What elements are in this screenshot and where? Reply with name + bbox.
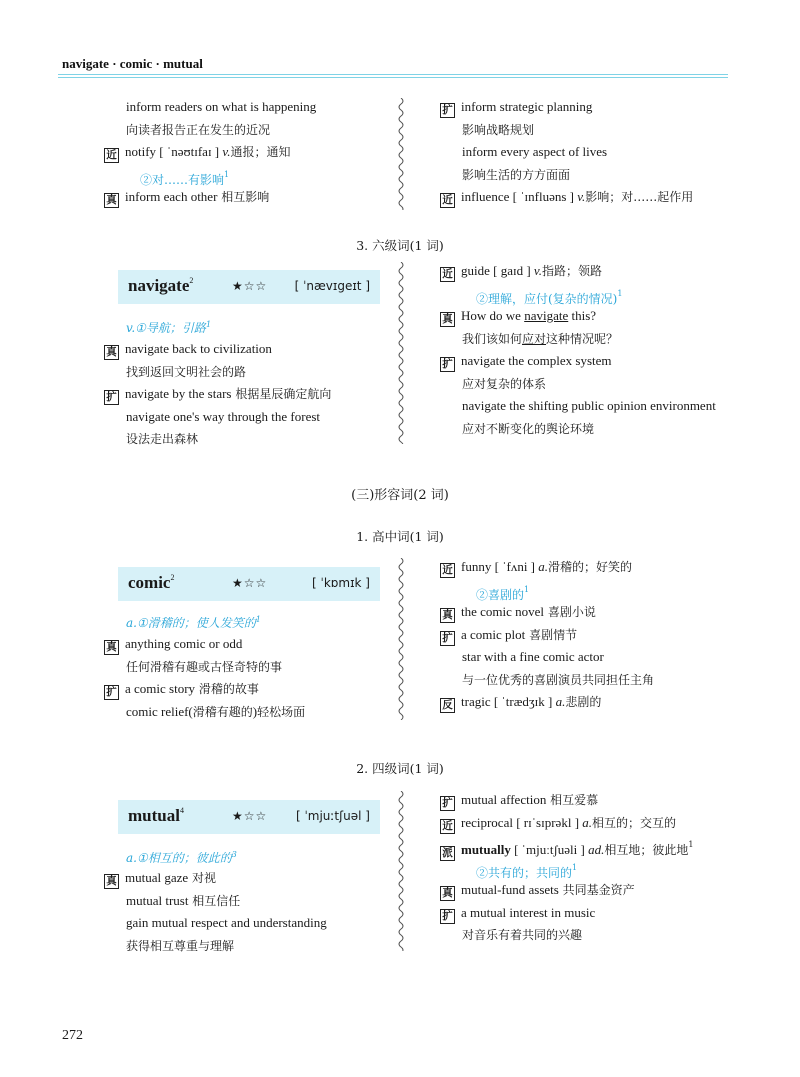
chinese-text: 喜剧小说 <box>544 605 596 619</box>
chinese-text: 应对不断变化的舆论环境 <box>462 421 595 436</box>
english-text: star with a fine comic actor <box>462 649 604 664</box>
english-text: inform readers on what is happening <box>126 99 317 114</box>
mutual-headword-box <box>118 800 380 834</box>
chinese-text: 向读者报告正在发生的近况 <box>126 122 271 137</box>
english-text: navigate back to civilization <box>125 341 272 356</box>
english-text: inform strategic planning <box>461 99 593 114</box>
english-text: the comic novel <box>461 604 545 619</box>
english-text: navigate the shifting public opinion environment <box>462 398 716 413</box>
english-text: inform each other <box>125 189 218 204</box>
heading-cet6: 3. 六级词(1 词) <box>356 238 444 253</box>
chinese-text: 滑稽的；好笑的 <box>548 560 633 574</box>
comic-sense1: a.①滑稽的；使人发笑的$^1$ <box>126 615 261 630</box>
entry-line <box>440 307 596 327</box>
english-text: notify [ ˈnəʊtɪfaɪ ] <box>125 144 223 159</box>
comic-headword: comic$^2$ <box>128 573 175 592</box>
divider-mutual <box>397 791 405 951</box>
part-of-speech: ad. <box>588 842 605 857</box>
entry-line <box>104 363 246 381</box>
entry-tag: 真 <box>104 193 119 208</box>
sense-label: ②喜剧的 <box>476 587 525 602</box>
english-text: anything comic or odd <box>125 636 243 651</box>
chinese-text: 相互地；彼此地 <box>604 843 689 857</box>
chinese-text: 滑稽有趣的 <box>192 704 253 719</box>
chinese-text: 相互信任 <box>188 893 241 908</box>
navigate-ipa: [ ˈnævɪgeɪt ] <box>294 279 370 293</box>
english-text: ) <box>252 703 258 719</box>
entry-line <box>440 166 570 184</box>
entry-tag: 真 <box>440 608 455 623</box>
english-text: a mutual interest in music <box>461 904 596 920</box>
entry-line <box>440 859 577 882</box>
chinese-text: 任何滑稽有趣或古怪奇特的事 <box>126 659 283 674</box>
entry-tag: 扩 <box>440 631 455 646</box>
part-of-speech: v. <box>222 144 231 159</box>
entry-tag: 近 <box>104 148 119 163</box>
chinese-text: 相互爱慕 <box>546 793 599 807</box>
english-text: guide [ gaɪd ] <box>461 263 534 278</box>
chinese-text: 影响生活的方方面面 <box>462 167 571 182</box>
entry-line <box>440 671 654 689</box>
frequency-superscript: 1 <box>524 584 530 594</box>
chinese-text: 指路；领路 <box>541 264 602 278</box>
entry-line <box>104 143 290 163</box>
entry-line <box>440 814 676 834</box>
chinese-text: 找到返回文明社会的路 <box>126 364 247 379</box>
entry-tag: 近 <box>440 819 455 834</box>
part-of-speech: a. <box>582 814 593 830</box>
chinese-text: 轻松场面 <box>257 704 306 719</box>
divider-comic <box>397 558 405 720</box>
chinese-text: 悲剧的 <box>565 695 602 709</box>
entry-line <box>104 869 216 889</box>
mutual-ipa: [ ˈmjuːtʃuəl ] <box>295 809 370 823</box>
entry-line <box>104 188 269 208</box>
entry-tag: 真 <box>104 345 119 360</box>
entry-line <box>104 166 229 189</box>
entry-line <box>104 658 282 676</box>
entry-line <box>440 375 546 393</box>
comic-headword-box <box>118 567 380 601</box>
entry-line <box>440 581 529 604</box>
entry-line <box>104 430 198 448</box>
heading-cet4: 2. 四级词(1 词) <box>356 761 444 776</box>
chinese-underlined: 应对 <box>522 331 547 346</box>
chinese-text: 喜剧情节 <box>525 627 578 642</box>
entry-line <box>440 603 596 623</box>
entry-tag: 反 <box>440 698 455 713</box>
entry-tag: 近 <box>440 193 455 208</box>
frequency-superscript: 1 <box>572 862 578 872</box>
entry-tag: 真 <box>104 640 119 655</box>
navigate-sense1: v.①导航；引路$^1$ <box>126 320 212 335</box>
entry-line <box>104 892 240 910</box>
mutual-sense1: a.①相互的；彼此的$^3$ <box>126 850 237 865</box>
entry-line <box>104 937 234 955</box>
english-text: mutual-fund assets <box>461 882 559 897</box>
entry-tag: 近 <box>440 563 455 578</box>
english-text: [ ˈmjuːtʃuəli ] <box>510 842 589 857</box>
entry-line <box>440 904 595 924</box>
entry-tag: 真 <box>440 312 455 327</box>
entry-line <box>440 693 601 713</box>
entry-line <box>104 121 270 139</box>
english-text: comic relief( <box>126 703 193 719</box>
english-text: a comic plot <box>461 626 526 642</box>
english-text: reciprocal [ rɪˈsɪprəkl ] <box>461 814 583 830</box>
chinese-text: 通报；通知 <box>230 145 291 159</box>
header-rule <box>58 74 728 78</box>
frequency-superscript: 1 <box>224 169 230 179</box>
entry-line <box>440 397 716 415</box>
entry-line <box>440 98 592 118</box>
frequency-superscript: 1 <box>688 840 694 849</box>
entry-tag: 扩 <box>104 390 119 405</box>
english-text: funny [ ˈfʌni ] <box>461 559 539 574</box>
entry-line <box>440 648 604 666</box>
entry-tag: 近 <box>440 267 455 282</box>
entry-tag: 派 <box>440 846 455 861</box>
chinese-text: 影响；对……起作用 <box>585 190 694 204</box>
chinese-text: 共同基金资产 <box>558 883 635 897</box>
part-of-speech: v. <box>577 189 586 204</box>
frequency-superscript: 1 <box>617 288 623 298</box>
english-text: inform every aspect of lives <box>462 144 608 159</box>
divider-top <box>397 98 405 210</box>
chinese-text: 我们该如何 <box>462 331 523 346</box>
entry-tag: 真 <box>440 886 455 901</box>
entry-line <box>440 121 534 139</box>
english-text: influence [ ˈɪnfluəns ] <box>461 189 578 204</box>
entry-tag: 真 <box>104 874 119 889</box>
english-text: tragic [ ˈtrædʒɪk ] <box>461 694 556 709</box>
chinese-text: 滑稽的故事 <box>195 682 259 696</box>
entry-tag: 扩 <box>440 796 455 811</box>
chinese-text: 相互的；交互的 <box>592 815 677 830</box>
entry-line <box>440 558 632 578</box>
page-number: 272 <box>62 1028 83 1043</box>
entry-line <box>104 408 320 426</box>
entry-line <box>440 285 622 308</box>
running-head: navigate · comic · mutual <box>62 56 203 71</box>
navigate-headword: navigate$^2$ <box>128 276 194 295</box>
part-of-speech: a. <box>555 694 566 709</box>
entry-line <box>440 420 594 438</box>
entry-line <box>104 340 272 360</box>
entry-line <box>440 262 602 282</box>
navigate-stars: ★☆☆ <box>232 279 268 293</box>
english-text: navigate one's way through the forest <box>126 408 321 424</box>
part-of-speech: v. <box>533 263 542 278</box>
sense-label: ②对……有影响 <box>140 172 225 187</box>
entry-line <box>104 385 331 405</box>
english-text: mutual affection <box>461 792 547 807</box>
entry-line <box>104 635 242 655</box>
heading-adjectives: (三)形容词(2 词) <box>351 488 449 503</box>
divider-navigate <box>397 262 405 444</box>
entry-line <box>440 188 693 208</box>
sense-label: ②理解，应付(复杂的情况) <box>476 291 618 306</box>
comic-stars: ★☆☆ <box>232 576 268 590</box>
chinese-text: 应对复杂的体系 <box>462 376 547 391</box>
chinese-text: 设法走出森林 <box>126 432 199 446</box>
chinese-text: 这种情况呢？ <box>546 331 619 346</box>
english-underlined: navigate <box>524 308 569 323</box>
chinese-text: 与一位优秀的喜剧演员共同担任主角 <box>462 672 655 687</box>
entry-line <box>440 791 598 811</box>
entry-line <box>104 680 259 700</box>
entry-line <box>440 836 693 861</box>
entry-tag: 扩 <box>440 357 455 372</box>
comic-ipa: [ ˈkɒmɪk ] <box>312 576 370 590</box>
chinese-text: 获得相互尊重与理解 <box>126 938 235 953</box>
part-of-speech: a. <box>538 559 549 574</box>
entry-line <box>104 703 305 721</box>
chinese-text: 对视 <box>188 871 216 885</box>
entry-tag: 扩 <box>104 685 119 700</box>
entry-line <box>440 881 635 901</box>
chinese-text: 根据星辰确定航向 <box>231 387 332 401</box>
entry-line <box>104 98 316 116</box>
entry-tag: 扩 <box>440 103 455 118</box>
english-text: gain mutual respect and understanding <box>126 915 327 930</box>
entry-line <box>440 626 577 646</box>
chinese-text: 相互影响 <box>217 190 270 204</box>
chinese-text: 对音乐有着共同的兴趣 <box>462 928 583 942</box>
entry-line <box>440 330 618 348</box>
sense-label: ②共有的；共同的 <box>476 865 573 880</box>
entry-tag: 扩 <box>440 909 455 924</box>
heading-senior-high: 1. 高中词(1 词) <box>356 529 444 544</box>
english-text: navigate by the stars <box>125 386 232 401</box>
entry-line <box>104 914 327 932</box>
navigate-headword-box <box>118 270 380 304</box>
english-text: mutual gaze <box>125 870 189 885</box>
english-text: a comic story <box>125 681 196 696</box>
entry-line <box>440 926 582 944</box>
entry-line <box>440 143 607 161</box>
english-text: this? <box>568 308 597 323</box>
derived-word: mutually <box>461 842 511 857</box>
english-text: How do we <box>461 308 525 323</box>
english-text: mutual trust <box>126 892 189 908</box>
mutual-headword: mutual$^4$ <box>128 806 184 825</box>
entry-line <box>440 352 612 372</box>
chinese-text: 影响战略规划 <box>462 122 535 137</box>
english-text: navigate the complex system <box>461 353 612 368</box>
mutual-stars: ★☆☆ <box>232 809 268 823</box>
